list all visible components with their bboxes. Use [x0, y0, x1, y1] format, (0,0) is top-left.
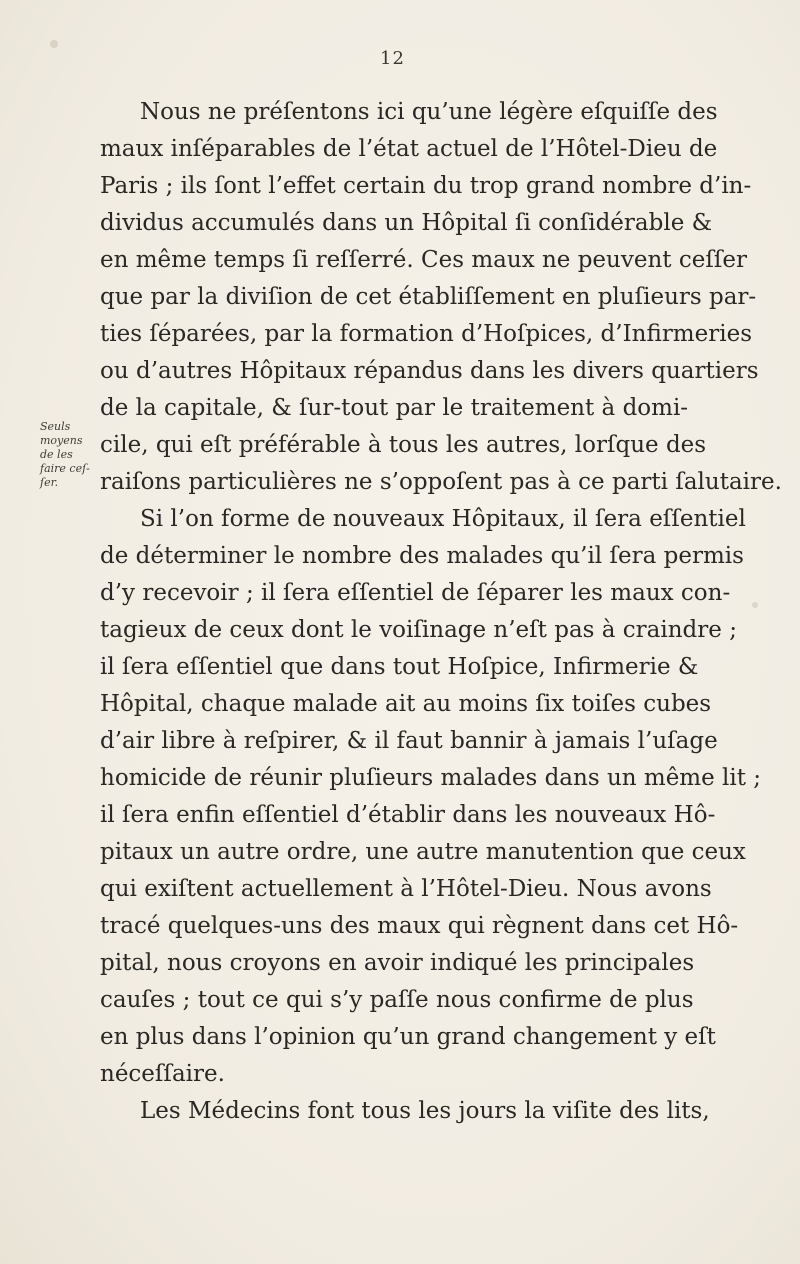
margin-note-line: moyens: [40, 434, 83, 447]
text-line: Nous ne préſentons ici qu’une légère eſquiſſe des: [140, 99, 718, 125]
text-line: qui exiſtent actuellement à l’Hôtel-Dieu. Nous avons: [100, 876, 712, 902]
paper-spot: [752, 602, 758, 608]
page-number: 12: [380, 48, 405, 69]
margin-note-line: faire ceſ-: [40, 462, 90, 475]
text-line: d’y recevoir ; il ſera eſſentiel de ſéparer les maux con-: [100, 580, 731, 606]
text-line: en même temps ſi reſſerré. Ces maux ne peuvent ceſſer: [100, 247, 747, 273]
text-line: que par la diviſion de cet établiſſement en pluſieurs par-: [100, 284, 757, 310]
margin-note: [40, 420, 92, 490]
text-line: tagieux de ceux dont le voiſinage n’eſt pas à craindre ;: [100, 617, 737, 643]
margin-note-line: Seuls: [40, 420, 71, 433]
text-line: pitaux un autre ordre, une autre manutention que ceux: [100, 839, 746, 865]
text-line: homicide de réunir pluſieurs malades dans un même lit ;: [100, 765, 762, 791]
text-line: en plus dans l’opinion qu’un grand changement y eſt: [100, 1024, 716, 1050]
text-line: maux inſéparables de l’état actuel de l’Hôtel-Dieu de: [100, 136, 718, 162]
text-line: il ſera enfin eſſentiel d’établir dans les nouveaux Hô-: [100, 802, 716, 828]
text-line: de déterminer le nombre des malades qu’il ſera permis: [100, 543, 744, 569]
text-line: Paris ; ils ſont l’effet certain du trop grand nombre d’in-: [100, 173, 752, 199]
body-text: [100, 94, 782, 1130]
text-line: dividus accumulés dans un Hôpital ſi conſidérable &: [100, 210, 713, 236]
text-line: Les Médecins font tous les jours la viſite des lits,: [140, 1098, 710, 1124]
paper-spot: [50, 40, 58, 48]
text-line: Si l’on forme de nouveaux Hôpitaux, il ſera eſſentiel: [140, 506, 746, 532]
text-line: néceſſaire.: [100, 1061, 225, 1087]
text-line: pital, nous croyons en avoir indiqué les principales: [100, 950, 695, 976]
text-line: raiſons particulières ne s’oppoſent pas à ce parti ſalutaire.: [100, 469, 782, 495]
margin-note-line: ſer.: [40, 476, 59, 489]
text-line: Hôpital, chaque malade ait au moins ſix toiſes cubes: [100, 691, 712, 717]
text-line: cile, qui eſt préférable à tous les autres, lorſque des: [100, 432, 707, 458]
text-line: il ſera eſſentiel que dans tout Hoſpice, Infirmerie &: [100, 654, 699, 680]
text-line: de la capitale, & ſur-tout par le traitement à domi-: [100, 395, 689, 421]
text-line: cauſes ; tout ce qui s’y paſſe nous confirme de plus: [100, 987, 694, 1013]
text-line: tracé quelques-uns des maux qui règnent dans cet Hô-: [100, 913, 739, 939]
margin-note-line: de les: [40, 448, 73, 461]
text-line: d’air libre à reſpirer, & il faut bannir à jamais l’uſage: [100, 728, 718, 754]
text-line: ou d’autres Hôpitaux répandus dans les divers quartiers: [100, 358, 759, 384]
text-line: ties ſéparées, par la formation d’Hoſpices, d’Infirmeries: [100, 321, 752, 347]
